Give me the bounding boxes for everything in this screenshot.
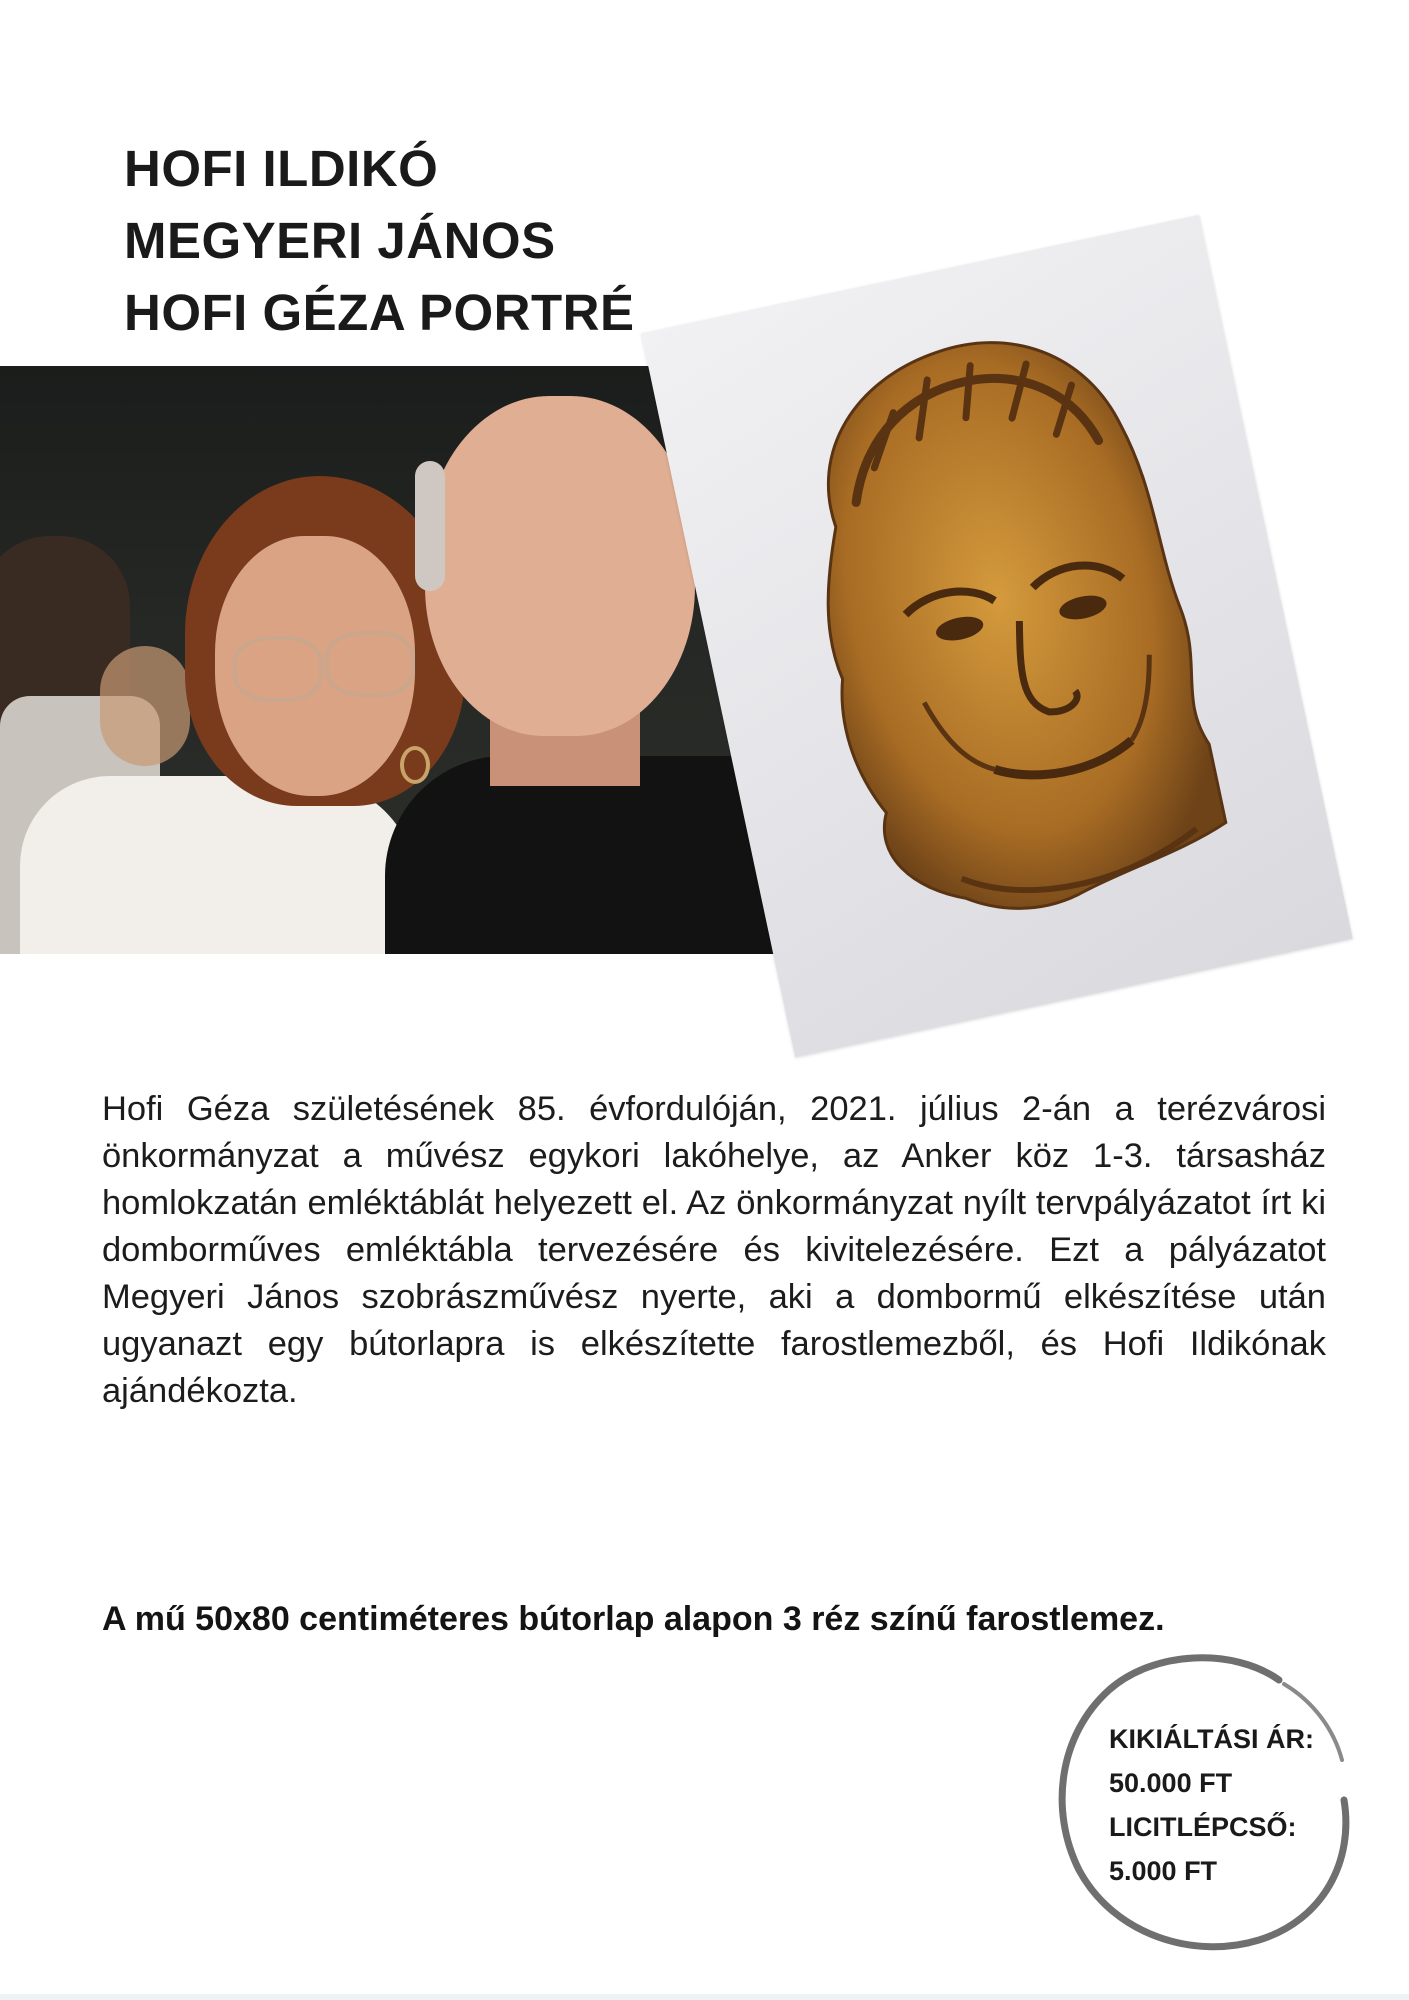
- title-line-1: HOFI ILDIKÓ: [124, 140, 439, 197]
- title-line-3: HOFI GÉZA PORTRÉ: [124, 284, 635, 341]
- glasses-icon: [325, 631, 415, 697]
- glasses-icon: [233, 636, 323, 702]
- bid-step-value: 5.000 FT: [1109, 1856, 1218, 1886]
- man-face: [425, 396, 695, 736]
- earring-icon: [400, 746, 430, 784]
- description-paragraph: Hofi Géza születésének 85. évfordulóján, 2021. július 2-án a terézvárosi önkormányzat a művész egykori lakóhelye, az Anker köz 1-3. társasház homlokzatán emléktáblát helyezett el. Az önkormányzat nyílt tervpályázatot írt ki domborműves emléktábla tervezésére és kivitelezésére. Ezt a pályázatot Megyeri János szobrászművész nyerte, aki a dombormű elkészítése után ugyanazt egy bútorlapra is elkészítette farostlemezből, és Hofi Ildikónak ajándékozta.: [102, 1090, 1326, 1410]
- page-title: [124, 133, 634, 349]
- price-info: [1109, 1717, 1314, 1893]
- starting-price-label: KIKIÁLTÁSI ÁR:: [1109, 1724, 1314, 1754]
- footer-divider: [0, 1994, 1409, 2000]
- man-hair: [415, 461, 445, 591]
- bid-step-label: LICITLÉPCSŐ:: [1109, 1812, 1297, 1842]
- material-note: A mű 50x80 centiméteres bútorlap alapon 3 réz színű farostlemez.: [102, 1600, 1165, 1638]
- starting-price-value: 50.000 FT: [1109, 1768, 1233, 1798]
- background-person: [100, 646, 190, 766]
- title-line-2: MEGYERI JÁNOS: [124, 212, 556, 269]
